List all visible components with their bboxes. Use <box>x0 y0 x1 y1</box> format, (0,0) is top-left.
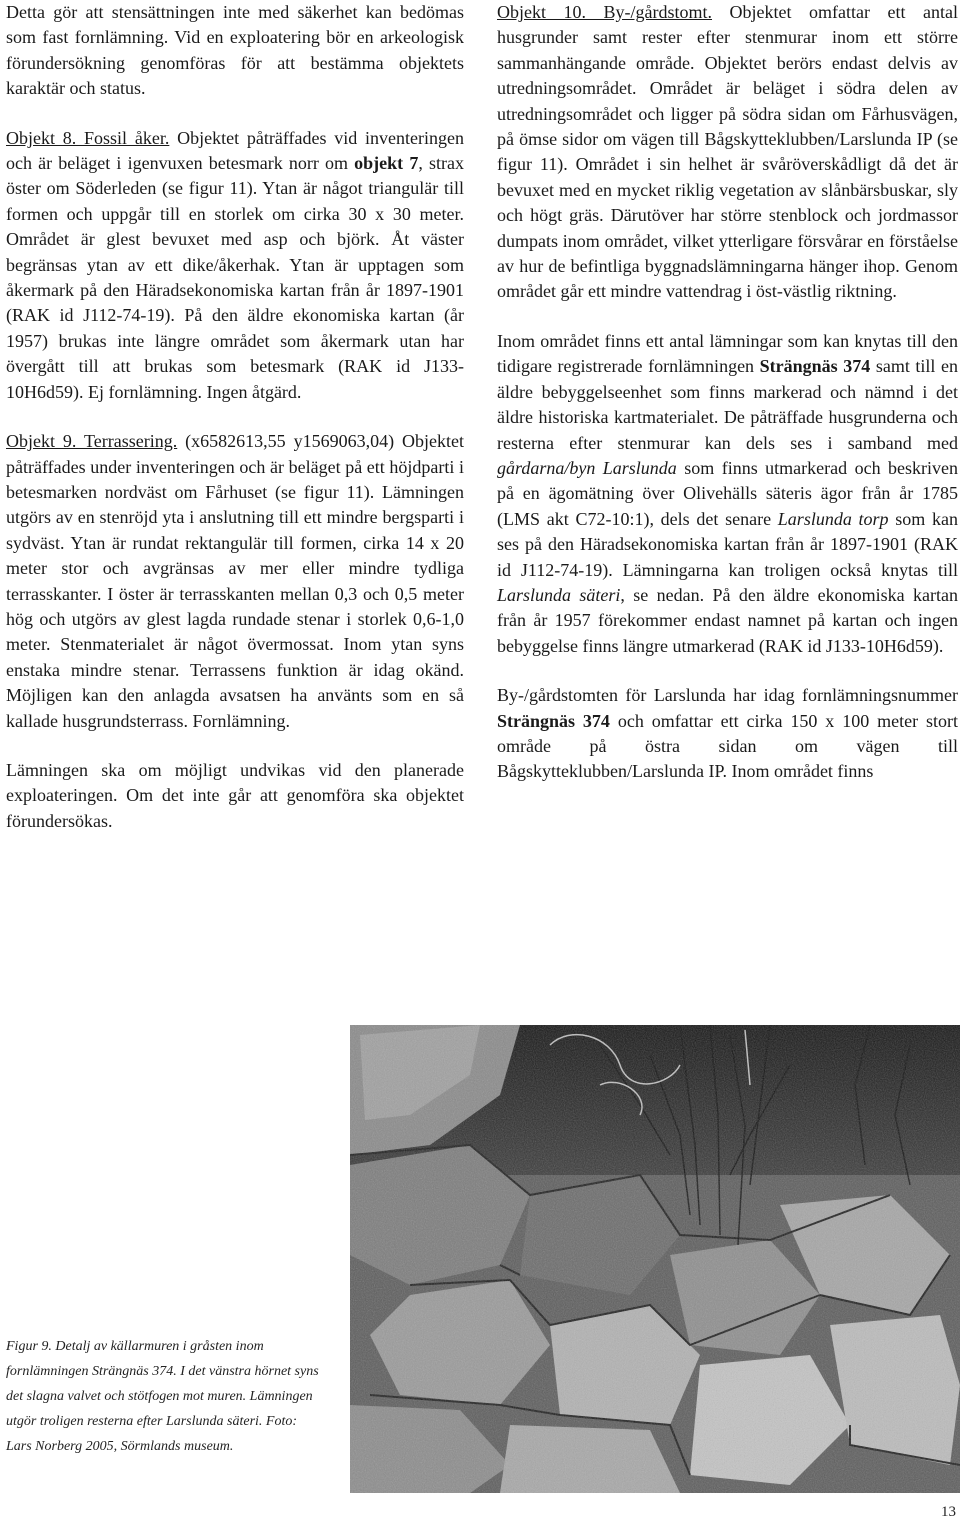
left-column <box>6 0 464 858</box>
strangnas-374-reference: Strängnäs 374 <box>497 710 610 731</box>
objekt-9-paragraph <box>6 429 464 734</box>
gardstomt-paragraph <box>497 683 958 785</box>
right-column <box>497 0 958 809</box>
text-segment: och omfattar ett cirka 150 x 100 meter stort område på östra sidan om vägen till Bågskytteklubben/Larslunda IP. Inom området finns <box>497 710 958 782</box>
page-number: 13 <box>941 1504 956 1520</box>
objekt-8-heading: Objekt 8. Fossil åker. <box>6 127 170 148</box>
larslunda-by-reference: gårdarna/byn Larslunda <box>497 457 677 478</box>
stone-wall-photo <box>350 1025 960 1493</box>
text-segment: samt till en äldre bebyggelseenhet som finns markerad och nämnd i det äldre historiska kartmaterialet. De påträffade husgrunderna och resterna efter stenmurar kan dels ses i samband med <box>497 356 958 453</box>
objekt-10-heading: Objekt 10. By-/gårdstomt. <box>497 2 713 22</box>
objekt-8-paragraph <box>6 126 464 405</box>
objekt-7-reference: objekt 7 <box>354 153 419 174</box>
objekt-9-heading: Objekt 9. Terrassering. <box>6 431 178 452</box>
objekt-8-text-1: Objektet påträffades vid inventeringen och är beläget i igenvuxen betesmark norr om <box>6 127 464 174</box>
objekt-8-text-2: , strax öster om Söderleden (se figur 11). Ytan är något triangulär till formen och uppgår till en storlek om cirka 30 x 30 meter. Området är glest bevuxet med asp och björk. Åt väster begränsas ytan av ett dike/åkerhak. Ytan är upptagen som åkermark på den Häradsekonomiska kartan från år 1897-1901 (RAK id J112-74-19). På den äldre ekonomiska kartan (år 1957) brukas inte längre området som åkermark utan har övergått till att brukas som betesmark (RAK id J133-10H6d59). Ej fornlämning. Ingen åtgärd. <box>6 153 464 402</box>
text-segment: Inom området finns ett antal lämningar som kan knytas till den tidigare registrerade fornlämningen <box>497 330 958 377</box>
text-segment: som kan ses på den Häradsekonomiska kartan från år 1897-1901 (RAK id J112-74-19). Lämningarna kan troligen också knytas till <box>497 508 959 580</box>
text-segment: , se nedan. På den äldre ekonomiska kartan från år 1957 förekommer endast namnet på kartan och ingen bebyggelse finns längre utmarkerad (RAK id J133-10H6d59). <box>497 584 958 656</box>
lamningar-paragraph <box>497 329 958 659</box>
larslunda-sateri-reference: Larslunda säteri <box>497 584 621 605</box>
closing-paragraph: Lämningen ska om möjligt undvikas vid den planerade exploateringen. Om det inte går att genomföra ska objektet förundersökas. <box>6 759 464 831</box>
figure-caption: Figur 9. Detalj av källarmuren i gråsten inom fornlämningen Strängnäs 374. I det vänstra hörnet syns det slagna valvet och stötfogen mot muren. Lämningen utgör troligen resterna efter Larslunda säteri. Foto: Lars Norberg 2005, Sörmlands museum. <box>6 1339 319 1454</box>
strangnas-374-reference: Strängnäs 374 <box>759 356 871 377</box>
objekt-10-paragraph <box>497 0 958 305</box>
objekt-9-text: (x6582613,55 y1569063,04) Objektet påträffades under inventeringen och är beläget på ett höjdparti i betesmarken nordväst om Fårhuset (se figur 11). Lämningen utgörs av en stenröjd yta i anslutning till ett mindre bergsparti i sydväst. Ytan är rundat rektangulär till formen, cirka 14 x 20 meter stor och avgränsas av mer eller mindre tydliga terrasskanter. I öster är terrasskanten mellan 0,3 och 0,5 meter hög och utgörs av glest lagda rundade stenar i storlek 0,6-1,0 meter. Stenmaterialet är något övermossat. Inom ytan syns enstaka mindre stenar. Terrassens funktion är idag okänd. Möjligen kan den anlagda avsatsen ha använts som en så kallade husgrundsterrass. Fornlämning. <box>6 431 464 731</box>
objekt-10-text: Objektet omfattar ett antal husgrunder samt rester efter stenmurar inom ett större sammanhängande område. Objektet berörs endast delvis av utredningsområdet. Området är beläget i södra delen av utredningsområdet och ligger på södra sidan om Fårhusvägen, på ömse sidor om vägen till Bågskytteklubben/Larslunda IP (se figur 11). Området i sin helhet är svåröverskådligt då det är bevuxet med en mycket riklig vegetation av slånbärsbuskar, sly och högt gräs. Därutöver har större stenblock och jordmassor dumpats inom området, vilket ytterligare försvårar en förståelse av hur de befintliga byggnadslämningarna hänger ihop. Genom området går ett mindre vattendrag i öst-västlig riktning. <box>497 2 958 302</box>
text-segment: By-/gårdstomten för Larslunda har idag fornlämningsnummer <box>497 685 958 706</box>
larslunda-torp-reference: Larslunda torp <box>777 508 889 529</box>
text-segment: som finns utmarkerad och beskriven på en ägomätning över Olivehälls säteris ägor från år 1785 (LMS akt C72-10:1), dels det senare <box>497 457 958 529</box>
intro-paragraph: Detta gör att stensättningen inte med säkerhet kan bedömas som fast fornlämning. Vid en exploatering bör en arkeologisk förundersökning genomföras för att bestämma objektets karaktär och status. <box>6 2 464 99</box>
